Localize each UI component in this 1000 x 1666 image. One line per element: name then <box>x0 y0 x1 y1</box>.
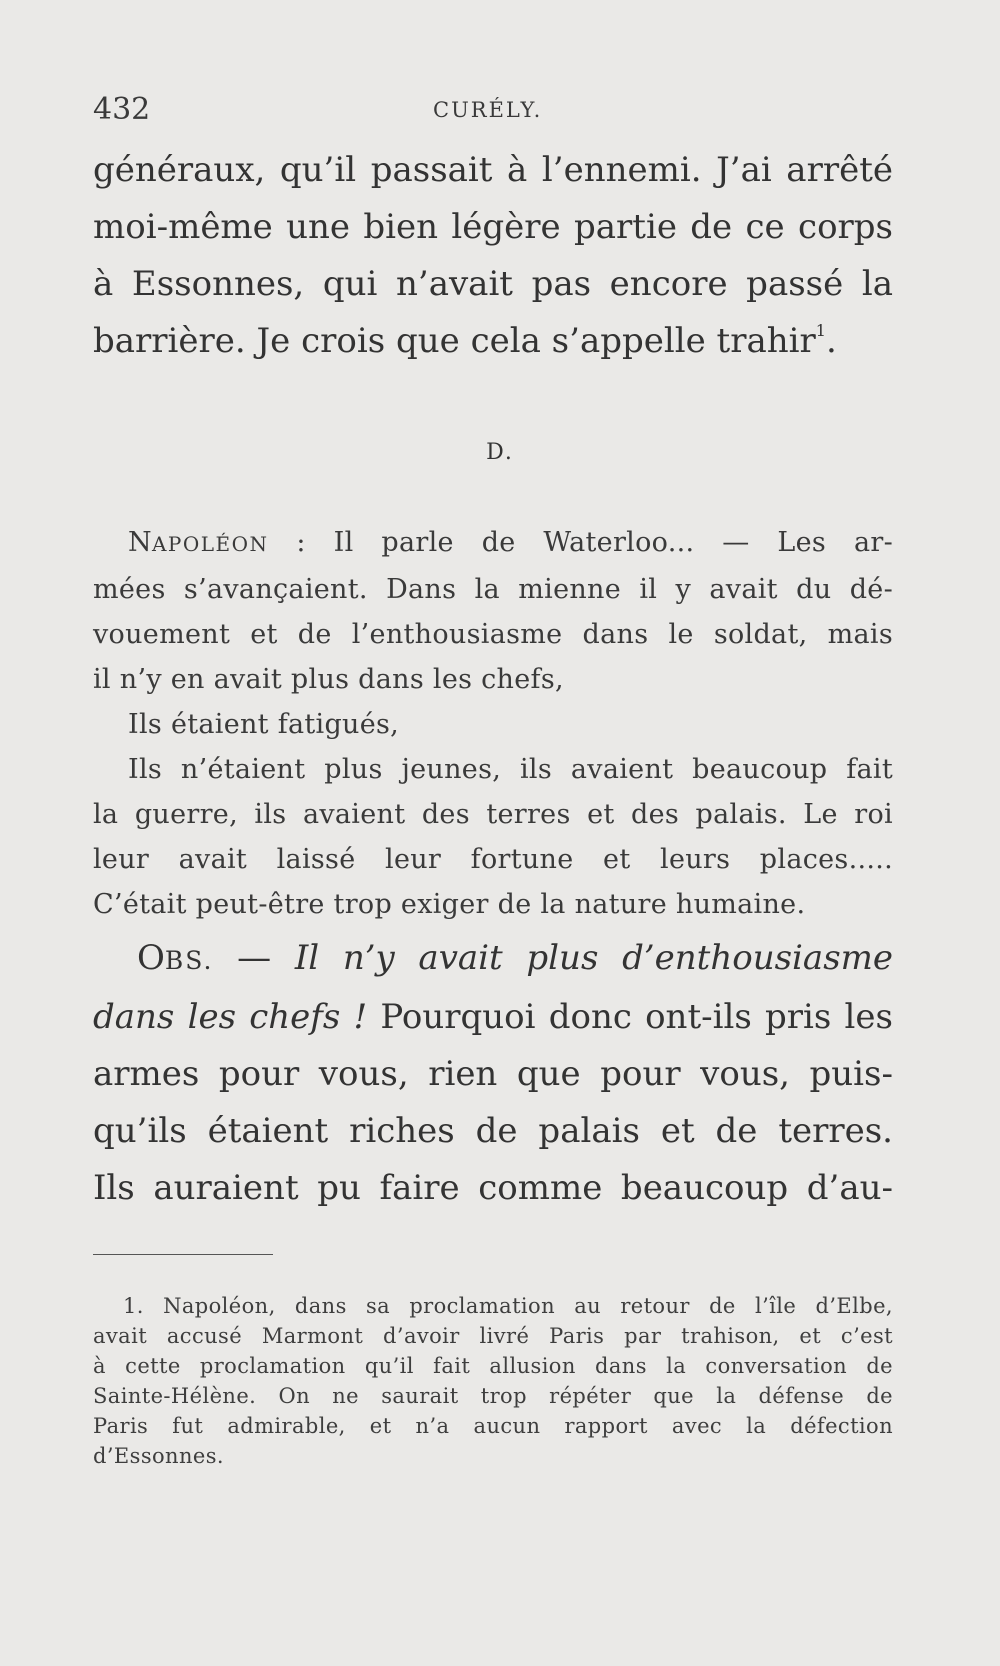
text-line: généraux, qu’il passait à l’ennemi. J’ai arrêté <box>93 150 893 190</box>
obs-first-line <box>93 930 893 989</box>
page-number: 432 <box>93 92 151 127</box>
quote-line: C’était peut-être trop exiger de la nature humaine. <box>93 889 806 920</box>
obs-label-initial: O <box>137 938 165 978</box>
footnote-line: 1. Napoléon, dans sa proclamation au retour de l’île d’Elbe, <box>123 1294 893 1318</box>
footnote-line: à cette proclamation qu’il fait allusion dans la conversation de <box>93 1354 893 1378</box>
obs-italic-text: Il n’y avait plus d’enthousiasme <box>294 938 893 978</box>
obs-second-line <box>93 989 893 1046</box>
section-heading: D. <box>486 440 514 465</box>
obs-dash: — <box>213 938 295 978</box>
obs-label-rest: BS. <box>164 946 214 975</box>
footnote-line: avait accusé Marmont d’avoir livré Paris par trahison, et c’est <box>93 1324 893 1348</box>
quote-line-rest: : Il parle de Waterloo... — Les ar- <box>268 527 893 558</box>
paragraph-continuation <box>93 142 893 370</box>
quote-line: mées s’avançaient. Dans la mienne il y avait du dé- <box>93 574 893 605</box>
footnote-line: Sainte-Hélène. On ne saurait trop répéter que la défense de <box>93 1384 893 1408</box>
footnote <box>93 1291 893 1471</box>
quote-line: il n’y en avait plus dans les chefs, <box>93 664 564 695</box>
running-title: CURÉLY. <box>433 98 543 122</box>
footnote-line: Paris fut admirable, et n’a aucun rapport avec la défection <box>93 1414 893 1438</box>
quote-first-line <box>93 520 893 567</box>
quote-line: vouement et de l’enthousiasme dans le soldat, mais <box>93 619 893 650</box>
footnote-line: d’Essonnes. <box>93 1444 224 1468</box>
end-punctuation: . <box>825 321 837 361</box>
text-line: moi-même une bien légère partie de ce corps <box>93 207 893 247</box>
footnote-reference: 1 <box>815 321 826 340</box>
text-line-with-footnote <box>93 313 893 370</box>
obs-line: armes pour vous, rien que pour vous, puis- <box>93 1054 893 1094</box>
obs-line: Ils auraient pu faire comme beaucoup d’au- <box>93 1168 893 1208</box>
speaker-rest: APOLÉON <box>151 532 269 556</box>
text-line: barrière. Je crois que cela s’appelle trahir <box>93 321 816 361</box>
obs-line-rest: Pourquoi donc ont-ils pris les <box>367 997 893 1037</box>
quote-line: la guerre, ils avaient des terres et des palais. Le roi <box>93 799 893 830</box>
page-header <box>93 92 893 132</box>
text-line: à Essonnes, qui n’avait pas encore passé la <box>93 264 893 304</box>
napoleon-quote <box>93 520 893 927</box>
quote-line: Ils étaient fatigués, <box>128 709 400 740</box>
obs-line: qu’ils étaient riches de palais et de terres. <box>93 1111 893 1151</box>
footnote-separator <box>93 1254 273 1255</box>
speaker-initial: N <box>128 527 152 558</box>
obs-italic-text: dans les chefs ! <box>93 997 368 1037</box>
quote-line: Ils n’étaient plus jeunes, ils avaient beaucoup fait <box>128 754 893 785</box>
observation-paragraph <box>93 930 893 1217</box>
quote-line: leur avait laissé leur fortune et leurs places..... <box>93 844 893 875</box>
